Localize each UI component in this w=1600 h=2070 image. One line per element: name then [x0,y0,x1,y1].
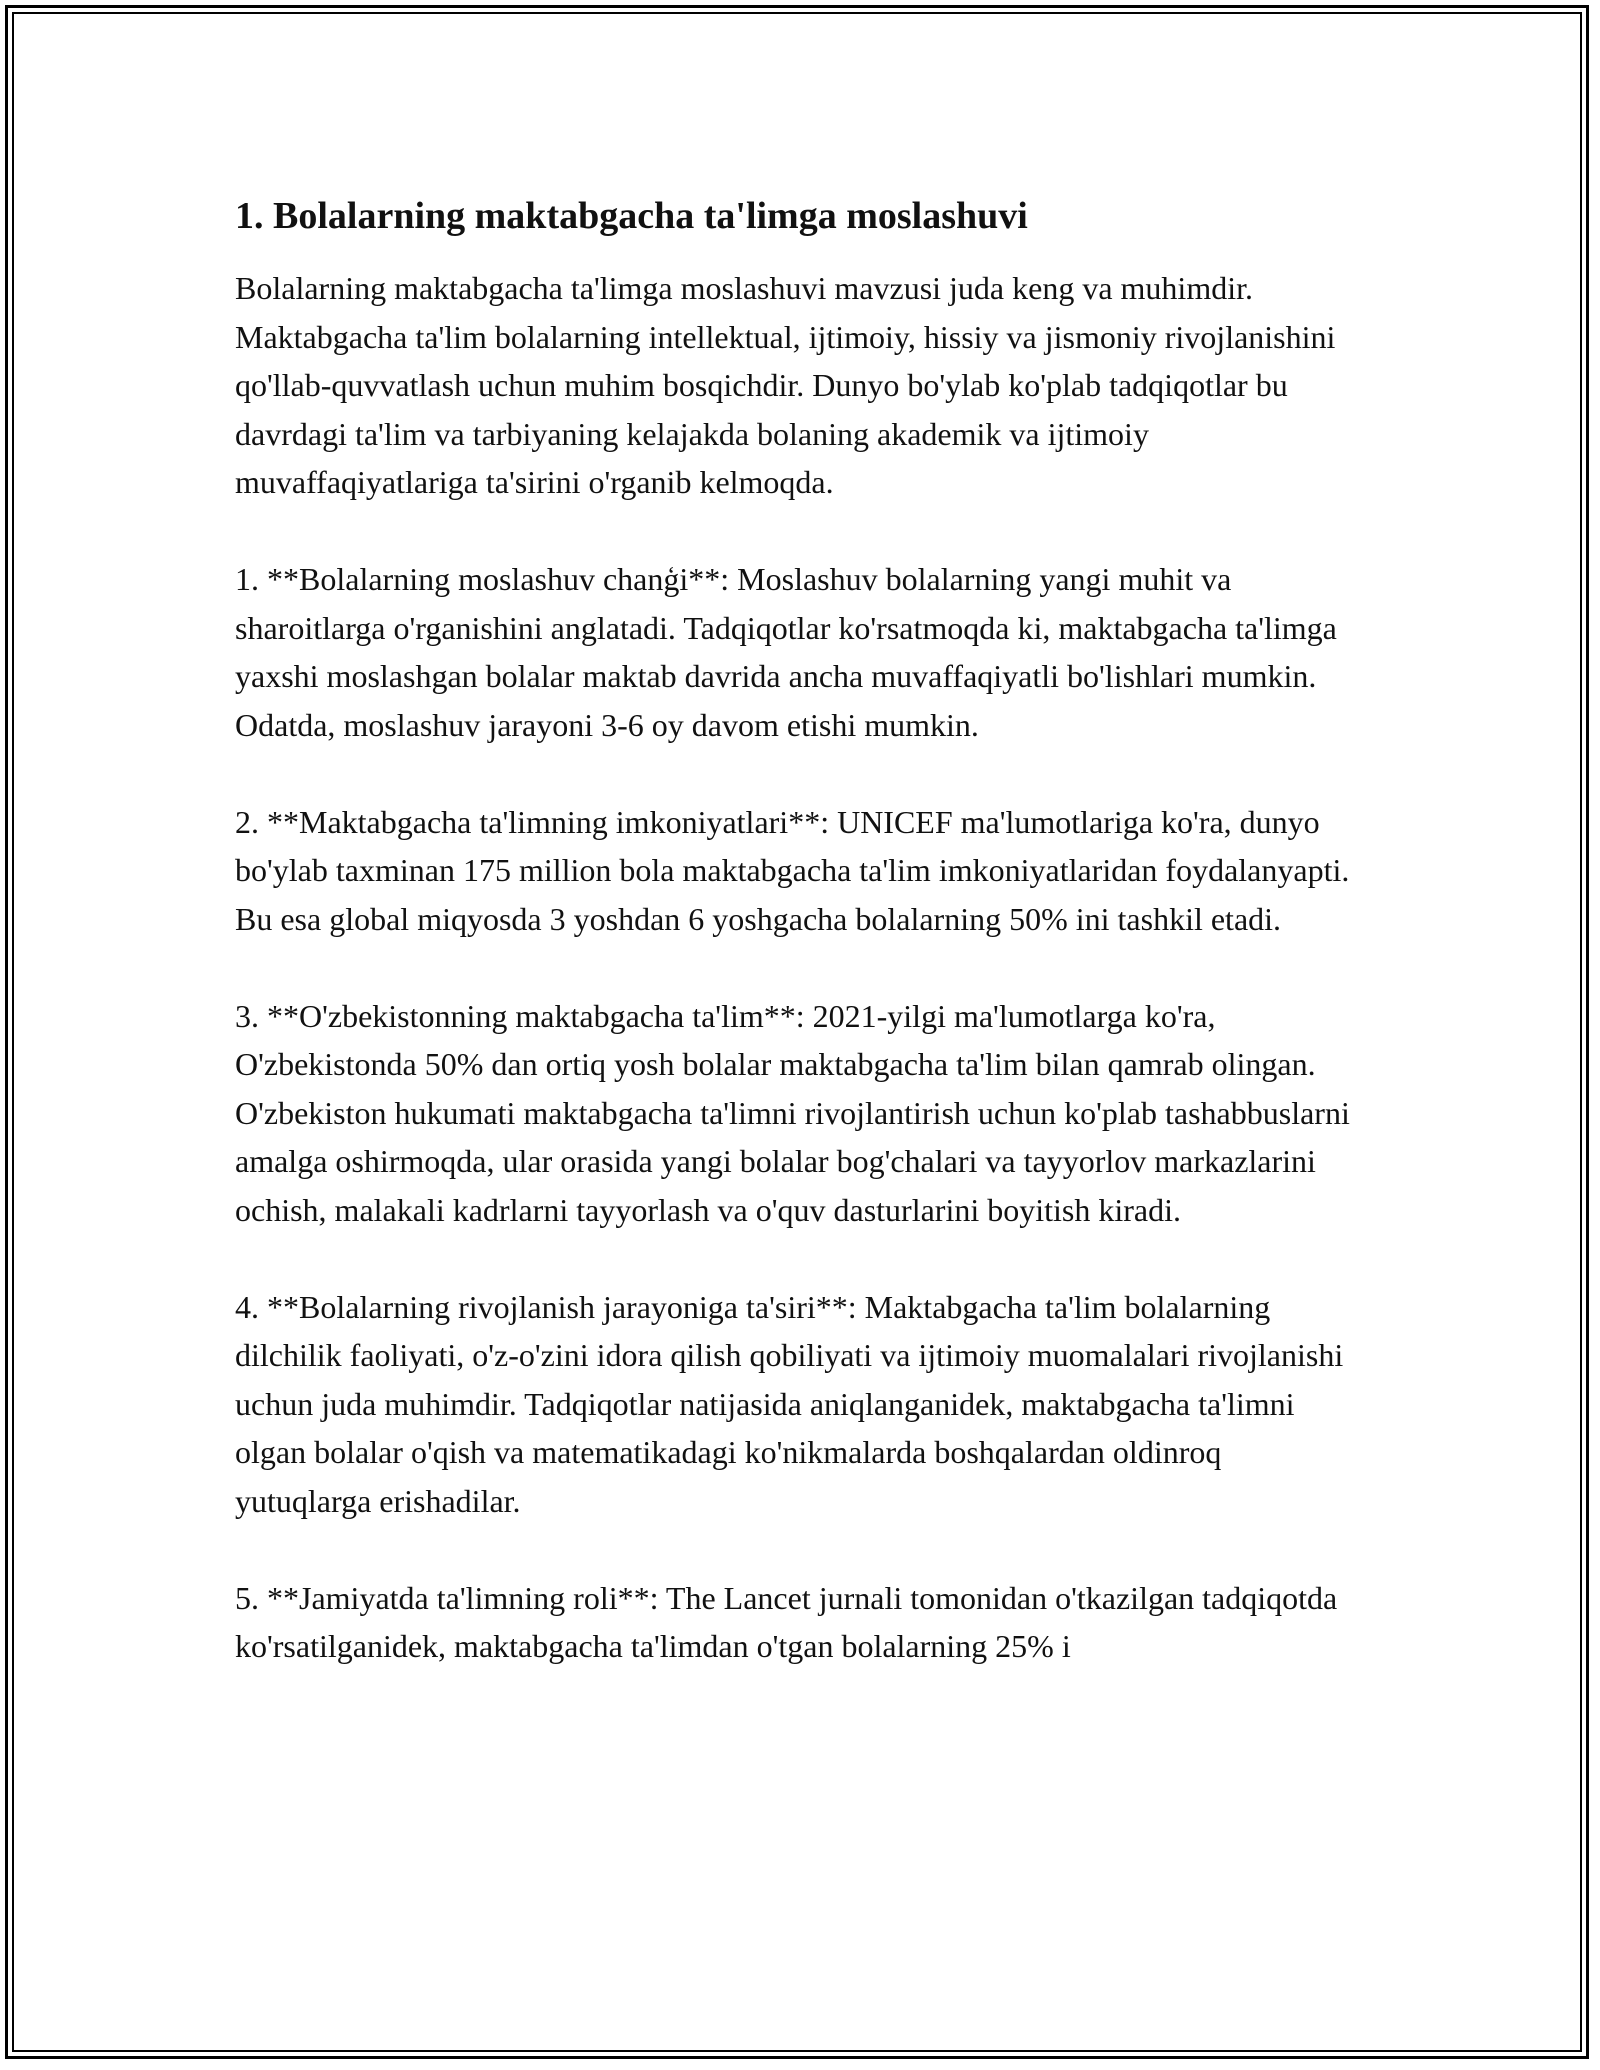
intro-paragraph: Bolalarning maktabgacha ta'limga moslashuvi mavzusi juda keng va muhimdir. Maktabgacha ta'lim bolalarning intellektual, ijtimoiy, hissiy va jismoniy rivojlanishini qo'llab-quvvatlash uchun muhim bosqichdir. Dunyo bo'ylab ko'plab tadqiqotlar bu davrdagi ta'lim va tarbiyaning kelajakda bolaning akademik va ijtimoiy muvaffaqiyatlariga ta'sirini o'rganib kelmoqda. [235,270,1336,500]
list-item-development: 4. **Bolalarning rivojlanish jarayoniga ta'siri**: Maktabgacha ta'lim bolalarning dilchilik faoliyati, o'z-o'zini idora qilish qobiliyati va ijtimoiy muomalalari rivojlanishi uchun juda muhimdir. Tadqiqotlar natijasida aniqlanganidek, maktabgacha ta'limni olgan bolalar o'qish va matematikadagi ko'nikmalarda boshqalardan oldinroq yutuqlarga erishadilar. [235,1288,1344,1519]
page-title: 1. Bolalarning maktabgacha ta'limga moslashuvi [235,195,1028,237]
list-item-opportunities: 2. **Maktabgacha ta'limning imkoniyatlari**: UNICEF ma'lumotlariga ko'ra, dunyo bo'ylab taxminan 175 million bola maktabgacha ta'lim imkoniyatlaridan foydalanyapti. Bu esa global miqyosda 3 yoshdan 6 yoshgacha bolalarning 50% ini tashkil etadi. [235,803,1350,937]
document-body [235,188,1365,1719]
list-item-uzbekistan: 3. **O'zbekistonning maktabgacha ta'lim**: 2021-yilgi ma'lumotlarga ko'ra, O'zbekistonda 50% dan ortiq yosh bolalar maktabgacha ta'lim bilan qamrab olingan. O'zbekiston hukumati maktabgacha ta'limni rivojlantirish uchun ko'plab tashabbuslarni amalga oshirmoqda, ular orasida yangi bolalar bog'chalari va tayyorlov markazlarini ochish, malakali kadrlarni tayyorlash va o'quv dasturlarini boyitish kiradi. [235,997,1350,1228]
list-item-society-role: 5. **Jamiyatda ta'limning roli**: The Lancet jurnali tomonidan o'tkazilgan tadqiqotda ko'rsatilganidek, maktabgacha ta'limdan o'tgan bolalarning 25% i [235,1579,1338,1664]
list-item-adaptation: 1. **Bolalarning moslashuv chanģi**: Moslashuv bolalarning yangi muhit va sharoitlarga o'rganishini anglatadi. Tadqiqotlar ko'rsatmoqda ki, maktabgacha ta'limga yaxshi moslashgan bolalar maktab davrida ancha muvaffaqiyatli bo'lishlari mumkin. Odatda, moslashuv jarayoni 3-6 oy davom etishi mumkin. [235,561,1337,743]
